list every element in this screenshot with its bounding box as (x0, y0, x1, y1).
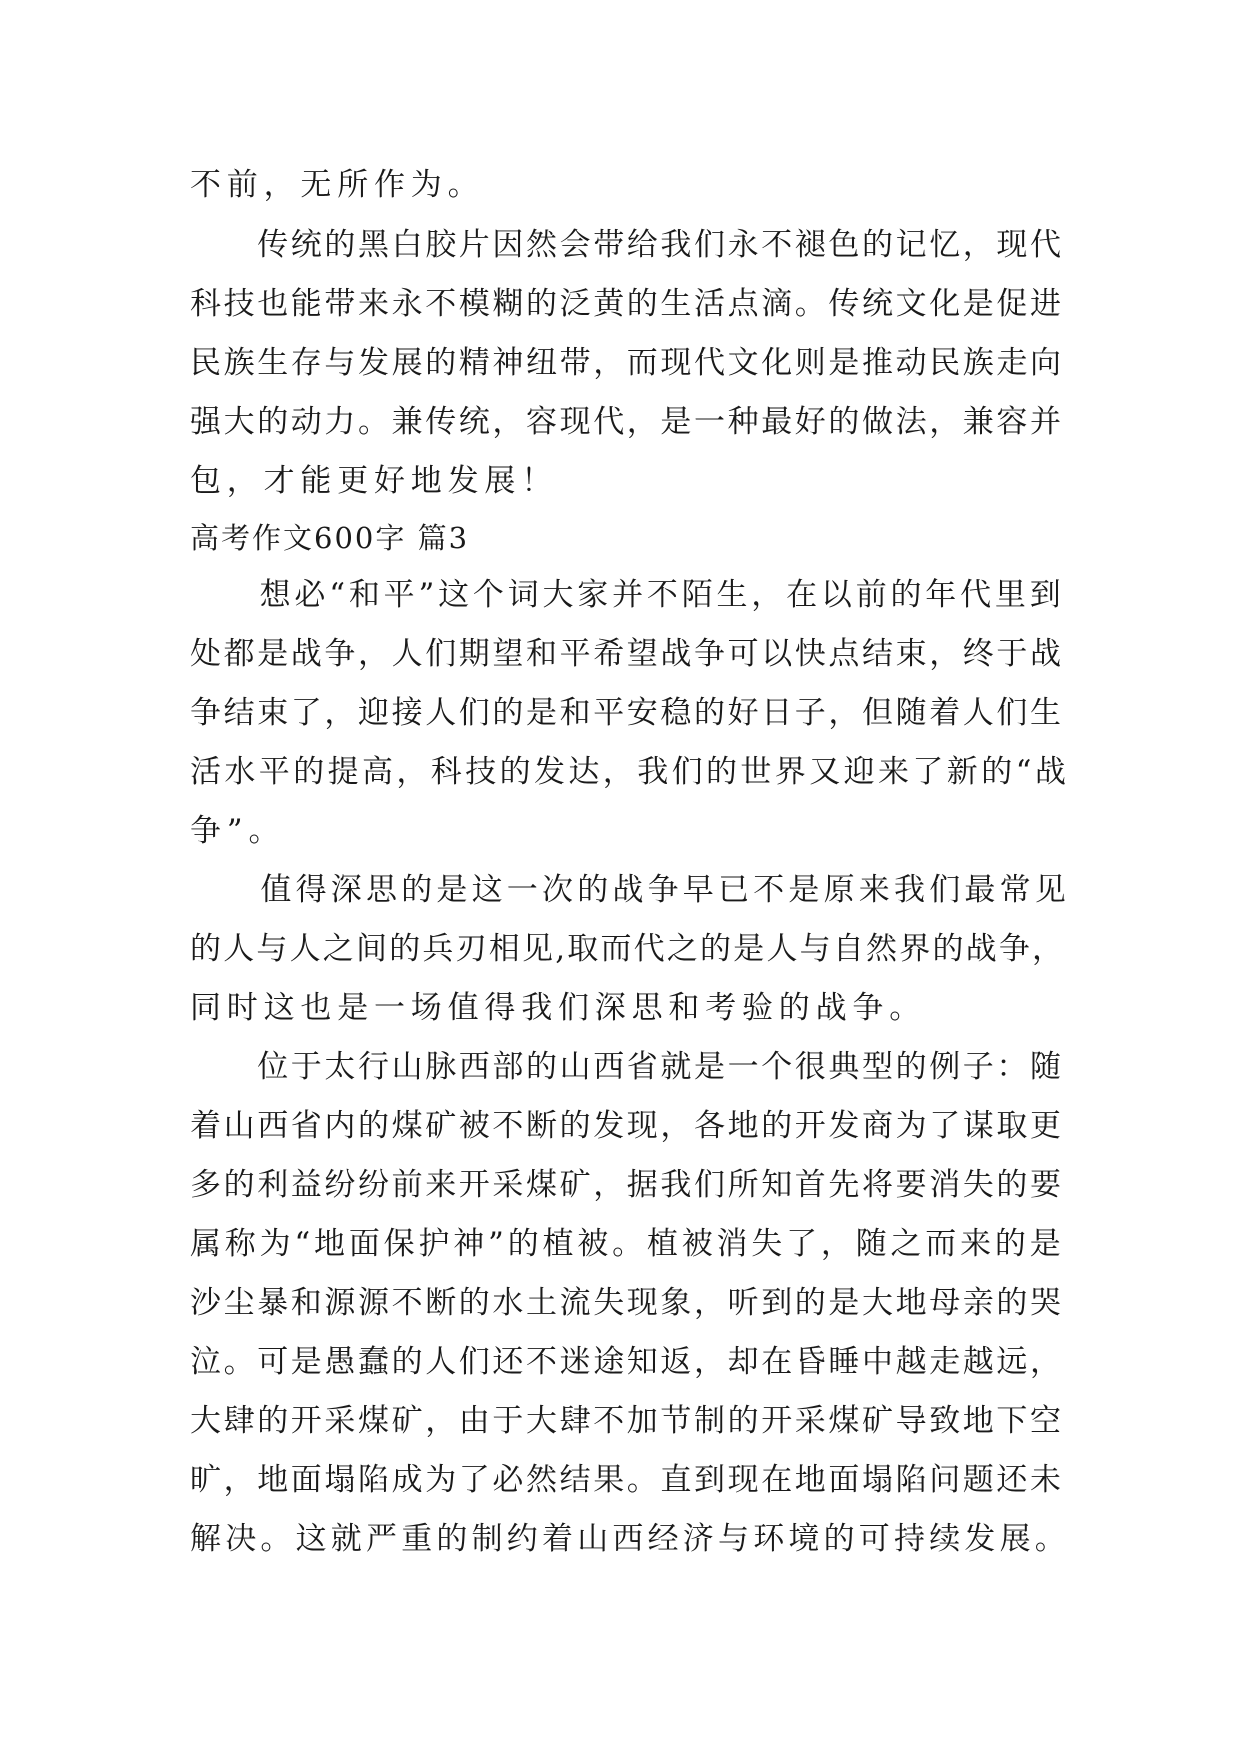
paragraph-line: 多的利益纷纷前来开采煤矿，据我们所知首先将要消失的要 (190, 1167, 1064, 1203)
paragraph-line: 泣。可是愚蠢的人们还不迷途知返，却在昏睡中越走越远， (190, 1344, 1064, 1380)
paragraph-line: 民族生存与发展的精神纽带，而现代文化则是推动民族走向 (190, 345, 1064, 381)
paragraph-line: 想必“和平”这个词大家并不陌生，在以前的年代里到 (190, 577, 1065, 613)
paragraph-line: 属称为“地面保护神”的植被。植被消失了，随之而来的是 (190, 1226, 1065, 1262)
paragraph-line: 同时这也是一场值得我们深思和考验的战争。 (190, 990, 926, 1026)
paragraph-line: 科技也能带来永不模糊的泛黄的生活点滴。传统文化是促进 (190, 286, 1064, 322)
paragraph-line: 大肆的开采煤矿，由于大肆不加节制的开采煤矿导致地下空 (190, 1403, 1064, 1439)
paragraph-line: 争”。 (190, 813, 286, 849)
paragraph-line: 传统的黑白胶片因然会带给我们永不褪色的记忆，现代 (190, 227, 1064, 263)
paragraph-line: 的人与人之间的兵刃相见,取而代之的是人与自然界的战争， (190, 931, 1066, 967)
paragraph-line: 解决。这就严重的制约着山西经济与环境的可持续发展。 (190, 1521, 1070, 1557)
paragraph-line: 包，才能更好地发展！ (190, 463, 558, 499)
paragraph-line: 位于太行山脉西部的山西省就是一个很典型的例子：随 (190, 1049, 1064, 1085)
section-heading: 高考作文600字 篇3 (190, 521, 470, 555)
paragraph-line: 争结束了，迎接人们的是和平安稳的好日子，但随着人们生 (190, 695, 1064, 731)
paragraph-line: 强大的动力。兼传统，容现代，是一种最好的做法，兼容并 (190, 404, 1064, 440)
paragraph-line: 活水平的提高，科技的发达，我们的世界又迎来了新的“战 (190, 754, 1070, 790)
paragraph-line: 着山西省内的煤矿被不断的发现，各地的开发商为了谋取更 (190, 1108, 1064, 1144)
paragraph-line: 处都是战争，人们期望和平希望战争可以快点结束，终于战 (190, 636, 1064, 672)
paragraph-line: 不前，无所作为。 (190, 167, 485, 203)
paragraph-line: 值得深思的是这一次的战争早已不是原来我们最常见 (190, 872, 1070, 908)
paragraph-line: 沙尘暴和源源不断的水土流失现象，听到的是大地母亲的哭 (190, 1285, 1064, 1321)
paragraph-line: 旷，地面塌陷成为了必然结果。直到现在地面塌陷问题还未 (190, 1462, 1064, 1498)
